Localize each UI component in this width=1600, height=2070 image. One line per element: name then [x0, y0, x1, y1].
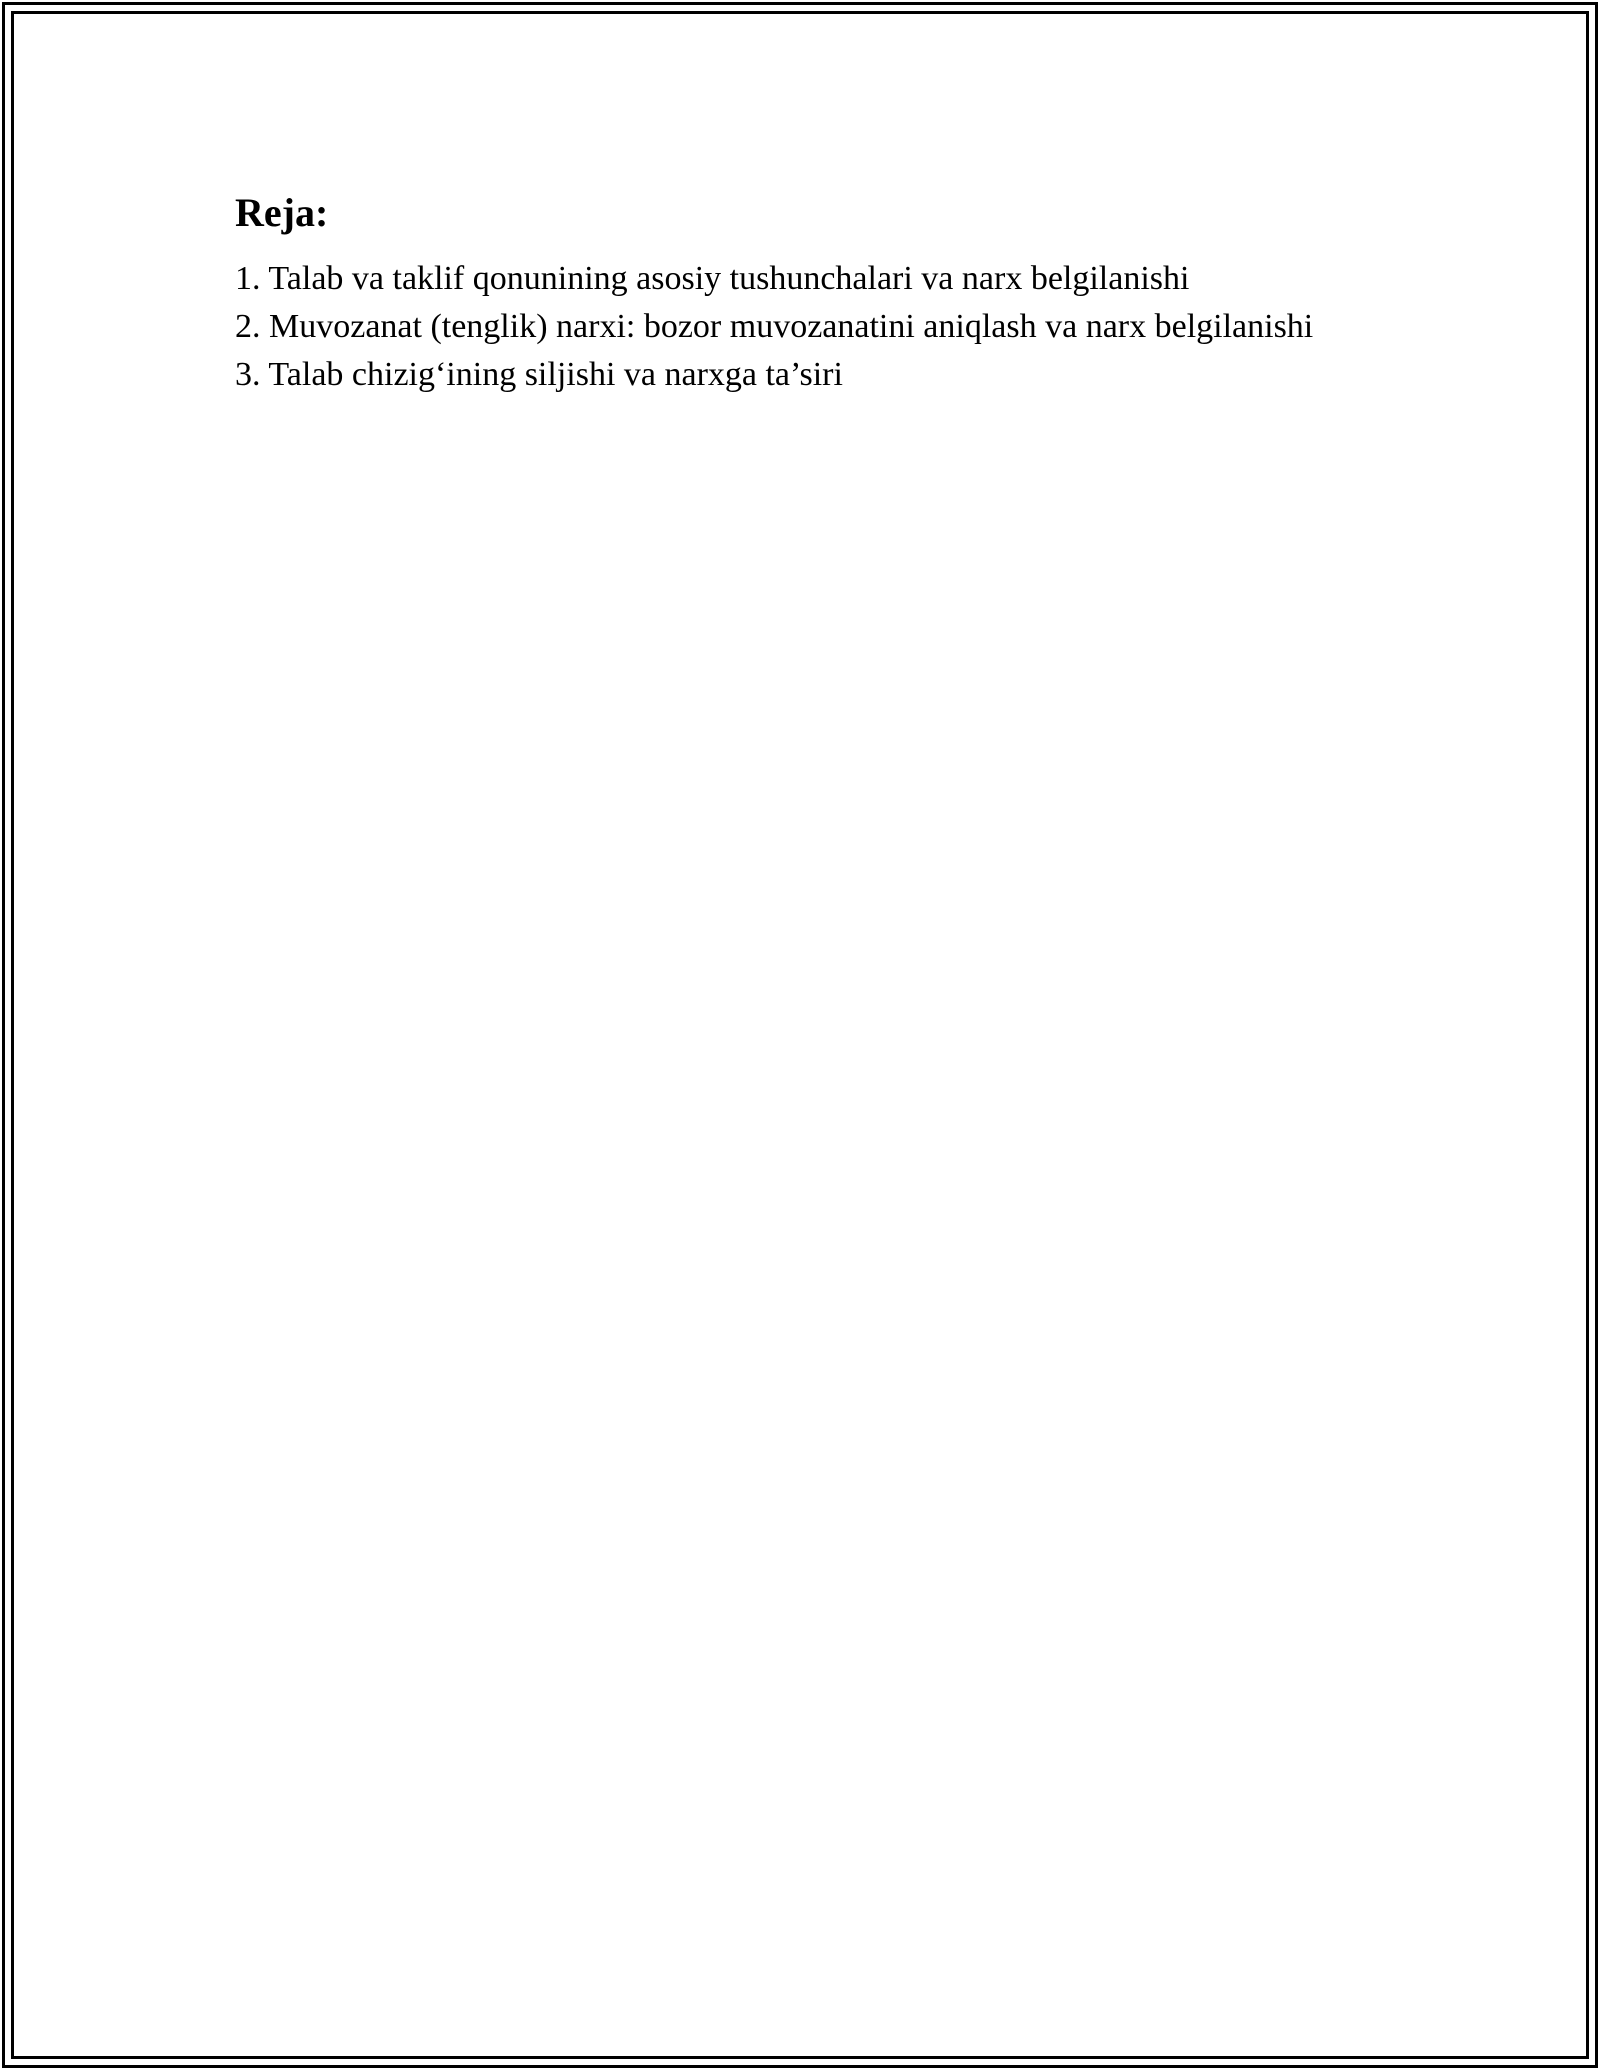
plan-heading: Reja: — [235, 190, 329, 235]
document-content — [235, 183, 1365, 399]
plan-item-1: 1. Talab va taklif qonunining asosiy tushunchalari va narx belgilanishi — [235, 260, 1190, 297]
plan-list — [235, 255, 1365, 399]
plan-item-3: 3. Talab chizig‘ining siljishi va narxga ta’siri — [235, 356, 843, 393]
plan-item-2: 2. Muvozanat (tenglik) narxi: bozor muvozanatini aniqlash va narx belgilanishi — [235, 308, 1314, 345]
